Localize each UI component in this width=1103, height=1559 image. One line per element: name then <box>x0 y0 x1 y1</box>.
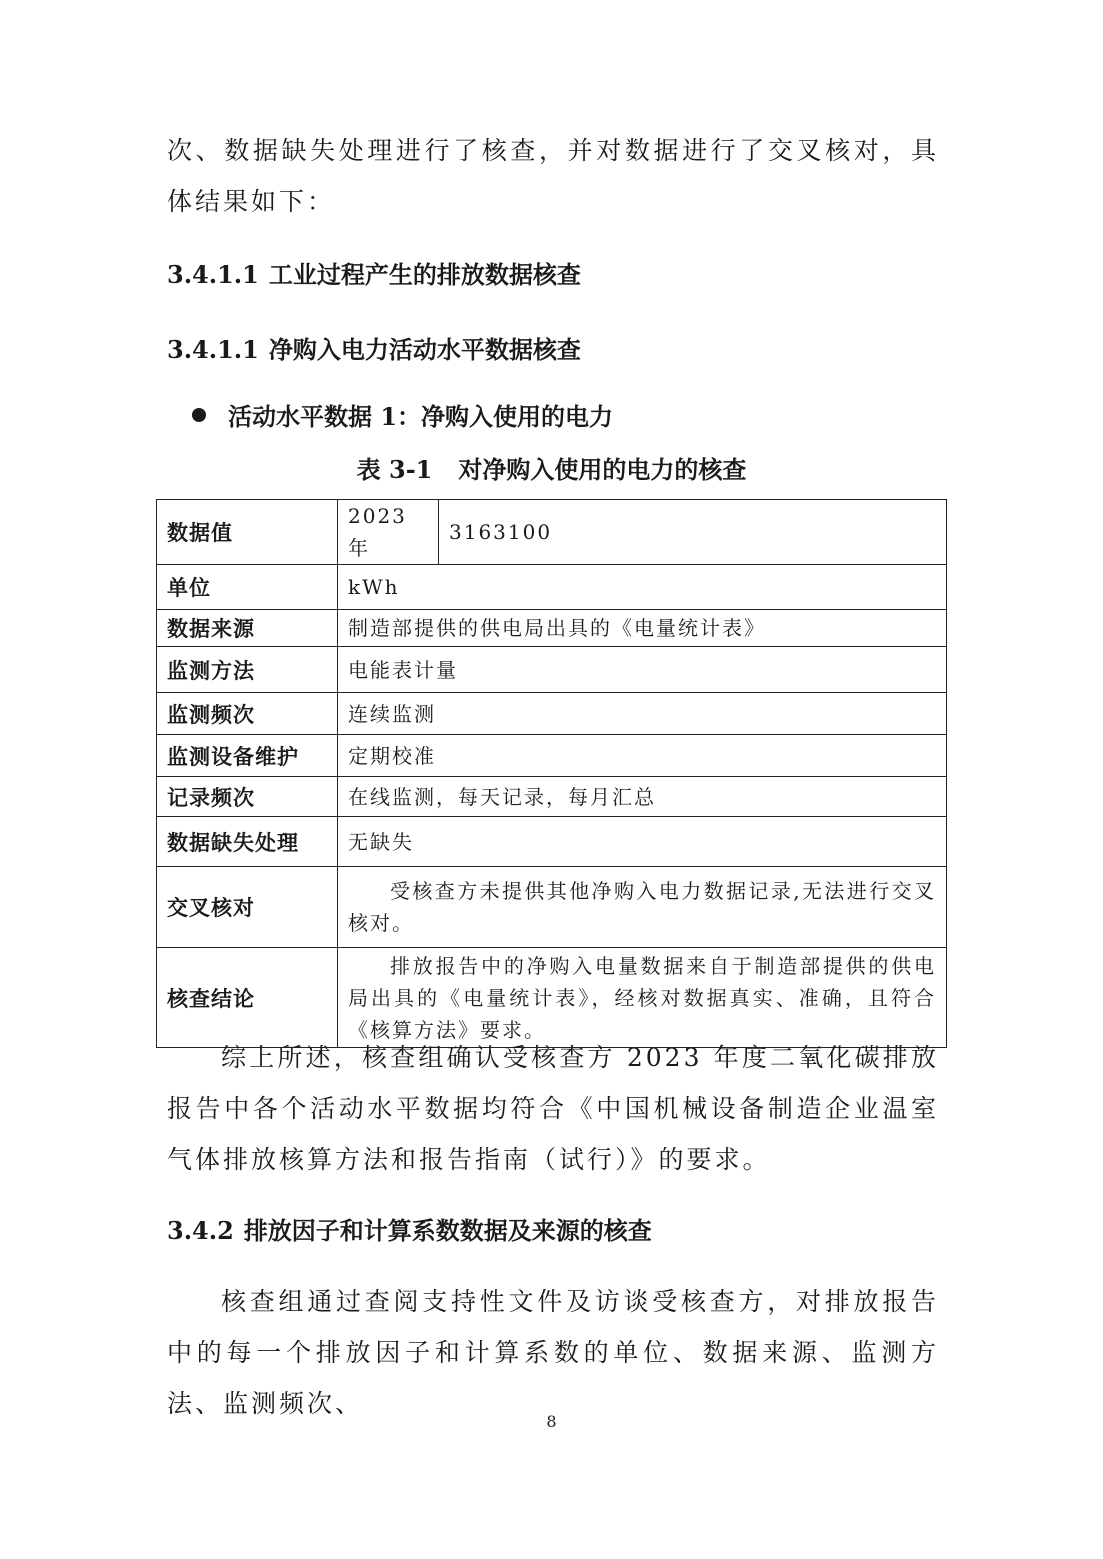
row-value: 电能表计量 <box>338 647 947 693</box>
row-value: 无缺失 <box>338 817 947 867</box>
section-number: 3.4.1.1 <box>167 335 259 364</box>
table-row <box>157 777 947 817</box>
row-value: 连续监测 <box>338 693 947 735</box>
row-value: 排放报告中的净购入电量数据来自于制造部提供的供电局出具的《电量统计表》，经核对数据真实、准确，且符合《核算方法》要求。 <box>338 948 947 1048</box>
intro-paragraph: 次、数据缺失处理进行了核查，并对数据进行了交叉核对，具体结果如下： <box>167 136 939 216</box>
section-title: 工业过程产生的排放数据核查 <box>268 260 581 289</box>
data-value-cell: 3163100 <box>439 500 947 565</box>
row-value: 制造部提供的供电局出具的《电量统计表》 <box>338 610 947 647</box>
row-value: 在线监测，每天记录，每月汇总 <box>338 777 947 817</box>
activity-data-bullet <box>192 397 613 432</box>
row-value: 受核查方未提供其他净购入电力数据记录,无法进行交叉核对。 <box>338 867 947 948</box>
table-row <box>157 647 947 693</box>
table-row <box>157 735 947 777</box>
table-caption <box>0 450 1103 485</box>
section-heading-purchased-electricity <box>167 330 581 365</box>
bullet-icon <box>192 408 206 422</box>
section-title: 排放因子和计算系数数据及来源的核查 <box>243 1216 652 1245</box>
table-row <box>157 867 947 948</box>
bullet-text: 活动水平数据 1：净购入使用的电力 <box>228 402 614 431</box>
summary-paragraph: 综上所述，核查组确认受核查方 2023 年度二氧化碳排放报告中各个活动水平数据均符合《中国机械设备制造企业温室气体排放核算方法和报告指南（试行）》的要求。 <box>167 1043 939 1174</box>
table-title: 对净购入使用的电力的核查 <box>458 455 747 484</box>
table-number: 表 3-1 <box>356 455 433 484</box>
row-value: 定期校准 <box>338 735 947 777</box>
table-row <box>157 565 947 610</box>
section-number: 3.4.2 <box>167 1216 234 1245</box>
table-row <box>157 693 947 735</box>
section-heading-emission-factors <box>167 1211 652 1246</box>
row-label: 监测频次 <box>157 693 338 735</box>
section-title: 净购入电力活动水平数据核查 <box>268 335 581 364</box>
table-row <box>157 500 947 565</box>
section-heading-industrial-process <box>167 255 581 290</box>
row-value: kWh <box>338 565 947 610</box>
row-label: 单位 <box>157 565 338 610</box>
row-label: 核查结论 <box>157 948 338 1048</box>
final-paragraph: 核查组通过查阅支持性文件及访谈受核查方，对排放报告中的每一个排放因子和计算系数的单位、数据来源、监测方法、监测频次、 <box>167 1287 939 1418</box>
row-label: 记录频次 <box>157 777 338 817</box>
row-label: 监测方法 <box>157 647 338 693</box>
row-label: 数据缺失处理 <box>157 817 338 867</box>
table-row <box>157 610 947 647</box>
table-row <box>157 817 947 867</box>
row-label: 数据来源 <box>157 610 338 647</box>
verification-table <box>156 499 947 1048</box>
row-label: 监测设备维护 <box>157 735 338 777</box>
page-number: 8 <box>546 1412 557 1431</box>
section-number: 3.4.1.1 <box>167 260 259 289</box>
row-label: 数据值 <box>157 500 338 565</box>
row-label: 交叉核对 <box>157 867 338 948</box>
year-cell: 2023 年 <box>338 500 439 565</box>
